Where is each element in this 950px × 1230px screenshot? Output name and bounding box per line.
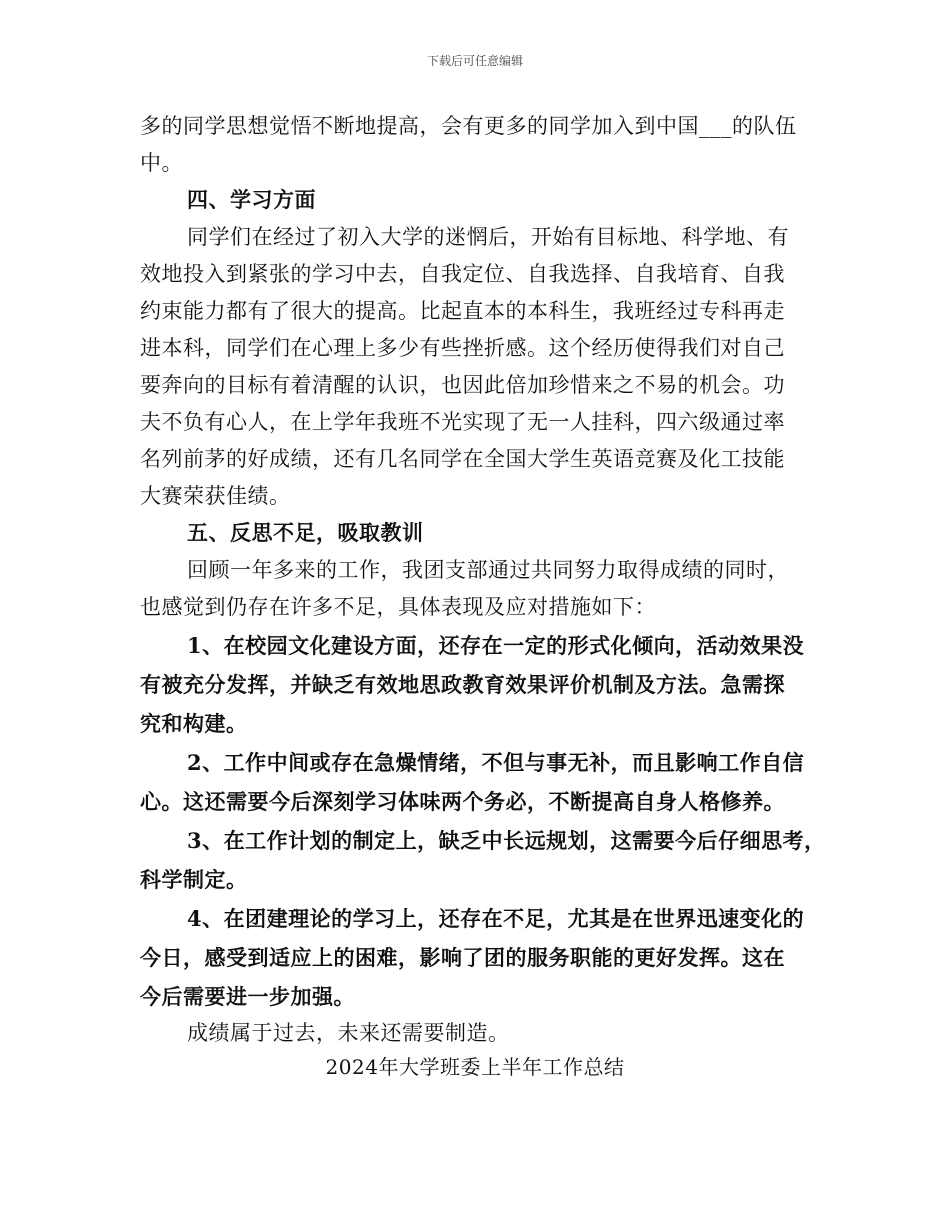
- list-item-line: 心。这还需要今后深刻学习体味两个务必，不断提高自身人格修养。: [140, 789, 785, 814]
- paragraph-line: 效地投入到紧张的学习中去，自我定位、自我选择、自我培育、自我: [140, 262, 785, 286]
- paragraph-line: 进本科，同学们在心理上多少有些挫折感。这个经历使得我们对自己: [140, 336, 785, 360]
- paragraph-line: 大赛荣获佳绩。: [140, 484, 291, 508]
- paragraph-line: 多的同学思想觉悟不断地提高，会有更多的同学加入到中国___的队伍: [140, 114, 797, 138]
- list-item-line: 今后需要进一步加强。: [140, 984, 355, 1009]
- list-item-line: 究和构建。: [140, 711, 248, 736]
- paragraph-line: 中。: [140, 151, 183, 175]
- section-heading-reflection: 五、反思不足，吸取教训: [187, 520, 424, 545]
- list-item-line: 今日，感受到适应上的困难，影响了团的服务职能的更好发挥。这在: [140, 945, 785, 970]
- next-document-title: 2024年大学班委上半年工作总结: [325, 1055, 625, 1079]
- paragraph-line: 成绩属于过去，未来还需要制造。: [187, 1021, 510, 1045]
- section-heading-study: 四、学习方面: [187, 187, 316, 212]
- list-item-line: 有被充分发挥，并缺乏有效地思政教育效果评价机制及方法。急需探: [140, 672, 785, 697]
- paragraph-line: 同学们在经过了初入大学的迷惘后，开始有目标地、科学地、有: [187, 225, 789, 249]
- list-item-line: 科学制定。: [140, 867, 248, 892]
- list-item-line: 1、在校园文化建设方面，还存在一定的形式化倾向，活动效果没: [187, 633, 805, 658]
- paragraph-line: 名列前茅的好成绩，还有几名同学在全国大学生英语竞赛及化工技能: [140, 447, 785, 471]
- paragraph-line: 要奔向的目标有着清醒的认识，也因此倍加珍惜来之不易的机会。功: [140, 373, 785, 397]
- list-item-line: 4、在团建理论的学习上，还存在不足，尤其是在世界迅速变化的: [187, 906, 805, 931]
- list-item-line: 2、工作中间或存在急燥情绪，不但与事无补，而且影响工作自信: [187, 750, 805, 775]
- paragraph-line: 夫不负有心人，在上学年我班不光实现了无一人挂科，四六级通过率: [140, 410, 785, 434]
- list-item-line: 3、在工作计划的制定上，缺乏中长远规划，这需要今后仔细思考，: [187, 828, 826, 853]
- paragraph-line: 也感觉到仍存在许多不足，具体表现及应对措施如下：: [140, 595, 656, 619]
- paragraph-line: 约束能力都有了很大的提高。比起直本的本科生，我班经过专科再走: [140, 299, 785, 323]
- paragraph-line: 回顾一年多来的工作，我团支部通过共同努力取得成绩的同时，: [187, 558, 789, 582]
- page-header: 下载后可任意编辑: [426, 54, 523, 68]
